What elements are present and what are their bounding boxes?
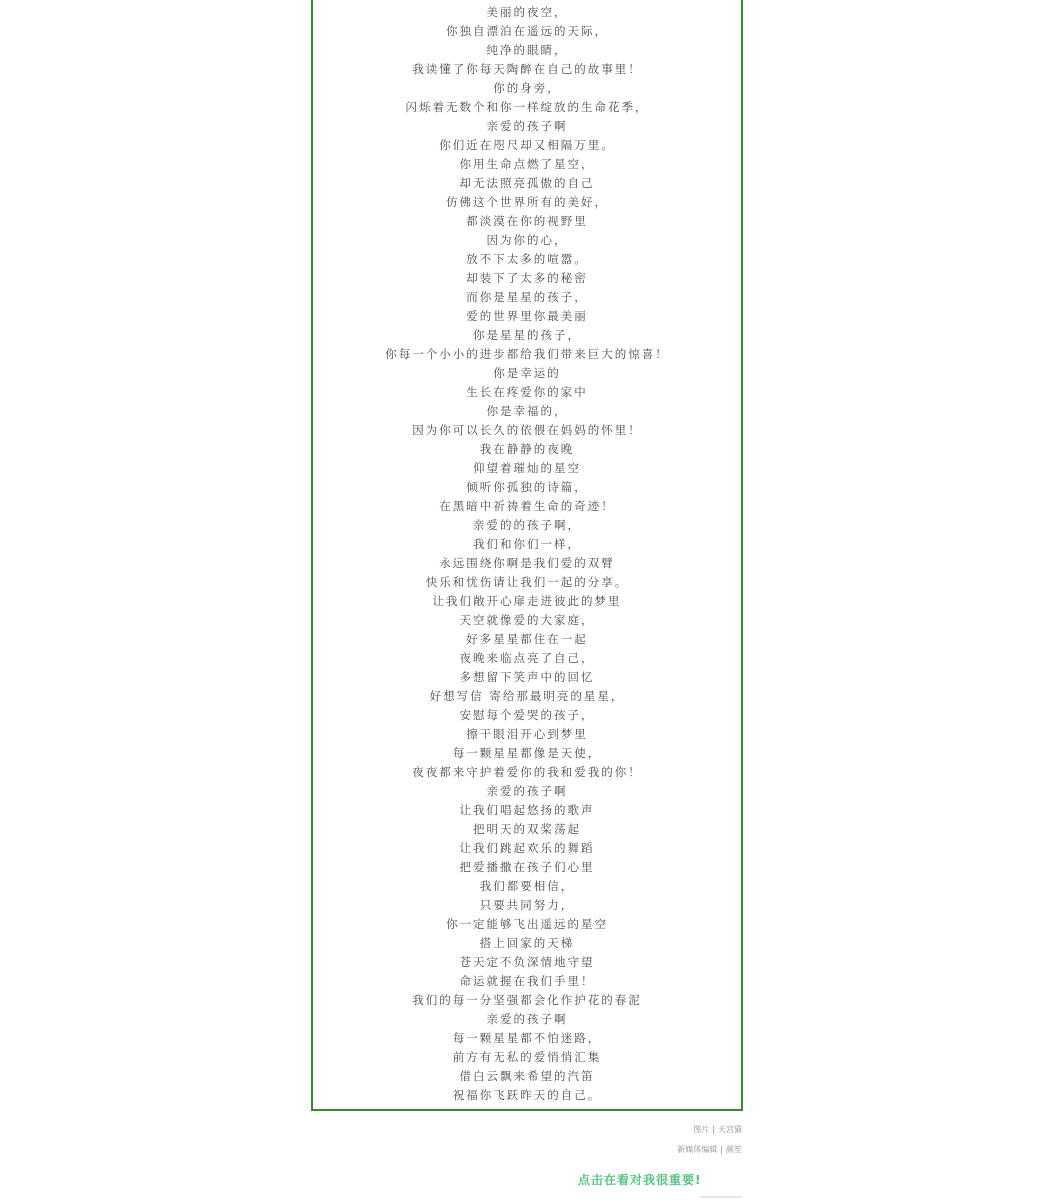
poem-line: 夜夜都来守护着爱你的我和爱我的你！ (412, 765, 642, 779)
poem-line: 好多星星都住在一起 (466, 632, 588, 646)
poem-line: 亲爱的的孩子啊， (473, 518, 581, 532)
poem-line: 快乐和忧伤请让我们一起的分享。 (425, 575, 629, 589)
poem-line: 放不下太多的喧嚣。 (466, 252, 588, 266)
poem-line: 亲爱的孩子啊 (486, 784, 568, 798)
poem-line: 你是幸运的 (493, 366, 561, 380)
poem-line: 我们都要相信， (479, 879, 575, 893)
photo-credit-name: 天宫猫 (718, 1125, 742, 1134)
poem-line: 你是星星的孩子， (473, 328, 581, 342)
poem-line: 前方有无私的爱悄悄汇集 (452, 1050, 602, 1064)
poem-line: 夜晚来临点亮了自己， (459, 651, 595, 665)
poem-line: 让我们唱起悠扬的歌声 (459, 803, 595, 817)
poem-line: 在黑暗中祈祷着生命的奇迹！ (439, 499, 615, 513)
poem-line: 你是幸福的， (486, 404, 568, 418)
poem-line: 你独自漂泊在遥远的天际， (446, 24, 608, 38)
photo-credit (693, 1124, 742, 1135)
poem-line: 天空就像爱的大家庭， (459, 613, 595, 627)
editor-credit-name: 颜笙 (726, 1145, 742, 1154)
poem-line: 你一定能够飞出遥远的星空 (446, 917, 608, 931)
credit-separator: | (712, 1125, 715, 1134)
poem-line: 生长在疼爱你的家中 (466, 385, 588, 399)
poem-line: 擦干眼泪开心到梦里 (466, 727, 588, 741)
poem-line: 让我们跳起欢乐的舞蹈 (459, 841, 595, 855)
poem-line: 你每一个小小的进步都给我们带来巨大的惊喜！ (385, 347, 669, 361)
poem-line: 你用生命点燃了星空， (459, 157, 595, 171)
poem-line: 苍天定不负深情地守望 (459, 955, 595, 969)
poem-line: 命运就握在我们手里！ (459, 974, 595, 988)
poem-line: 把明天的双桨荡起 (473, 822, 581, 836)
poem-line: 美丽的夜空， (486, 5, 568, 19)
read-more-prompt[interactable]: 点击在看对我很重要! (578, 1173, 702, 1187)
poem-line: 仿佛这个世界所有的美好， (446, 195, 608, 209)
poem-line: 因为你的心， (486, 233, 568, 247)
poem-line: 多想留下笑声中的回忆 (459, 670, 595, 684)
photo-credit-label: 图片 (693, 1125, 710, 1134)
poem-line: 你们近在咫尺却又相隔万里。 (439, 138, 615, 152)
poem-line: 爱的世界里你最美丽 (466, 309, 588, 323)
poem-line: 永远围绕你啊是我们爱的双臂 (439, 556, 615, 570)
poem-line: 而你是星星的孩子， (466, 290, 588, 304)
divider (700, 1196, 742, 1198)
poem-line: 把爱播撒在孩子们心里 (459, 860, 595, 874)
poem-line: 让我们敞开心扉走进彼此的梦里 (432, 594, 622, 608)
poem-line: 我们的每一分坚强都会化作护花的春泥 (412, 993, 642, 1007)
poem-line: 纯净的眼睛， (486, 43, 568, 57)
poem-line: 亲爱的孩子啊 (486, 119, 568, 133)
poem-line: 安慰每个爱哭的孩子， (459, 708, 595, 722)
poem-line: 我在静静的夜晚 (479, 442, 575, 456)
poem-line: 亲爱的孩子啊 (486, 1012, 568, 1026)
poem-line: 每一颗星星都像是天使， (452, 746, 602, 760)
poem-line: 借白云飘来希望的汽笛 (459, 1069, 595, 1083)
poem-line: 都淡漠在你的视野里 (466, 214, 588, 228)
editor-credit (677, 1144, 742, 1155)
poem-lines (313, 3, 741, 1105)
poem-line: 仰望着璀灿的星空 (473, 461, 581, 475)
poem-line: 我们和你们一样， (473, 537, 581, 551)
poem-line: 倾听你孤独的诗篇， (466, 480, 588, 494)
poem-frame (311, 0, 743, 1111)
poem-line: 因为你可以长久的依偎在妈妈的怀里！ (412, 423, 642, 437)
poem-line: 好想写信 寄给那最明亮的星星， (429, 689, 625, 703)
poem-line: 我读懂了你每天陶醉在自己的故事里！ (412, 62, 642, 76)
poem-line: 却无法照亮孤傲的自己 (459, 176, 595, 190)
editor-credit-label: 新媒体编辑 (677, 1145, 718, 1154)
poem-line: 只要共同努力， (479, 898, 575, 912)
poem-line: 你的身旁， (493, 81, 561, 95)
poem-line: 搭上回家的天梯 (479, 936, 575, 950)
poem-line: 却装下了太多的秘密 (466, 271, 588, 285)
poem-line: 祝福你飞跃昨天的自己。 (452, 1088, 602, 1102)
poem-line: 每一颗星星都不怕迷路， (452, 1031, 602, 1045)
credit-separator: | (720, 1145, 723, 1154)
poem-line: 闪烁着无数个和你一样绽放的生命花季， (405, 100, 649, 114)
